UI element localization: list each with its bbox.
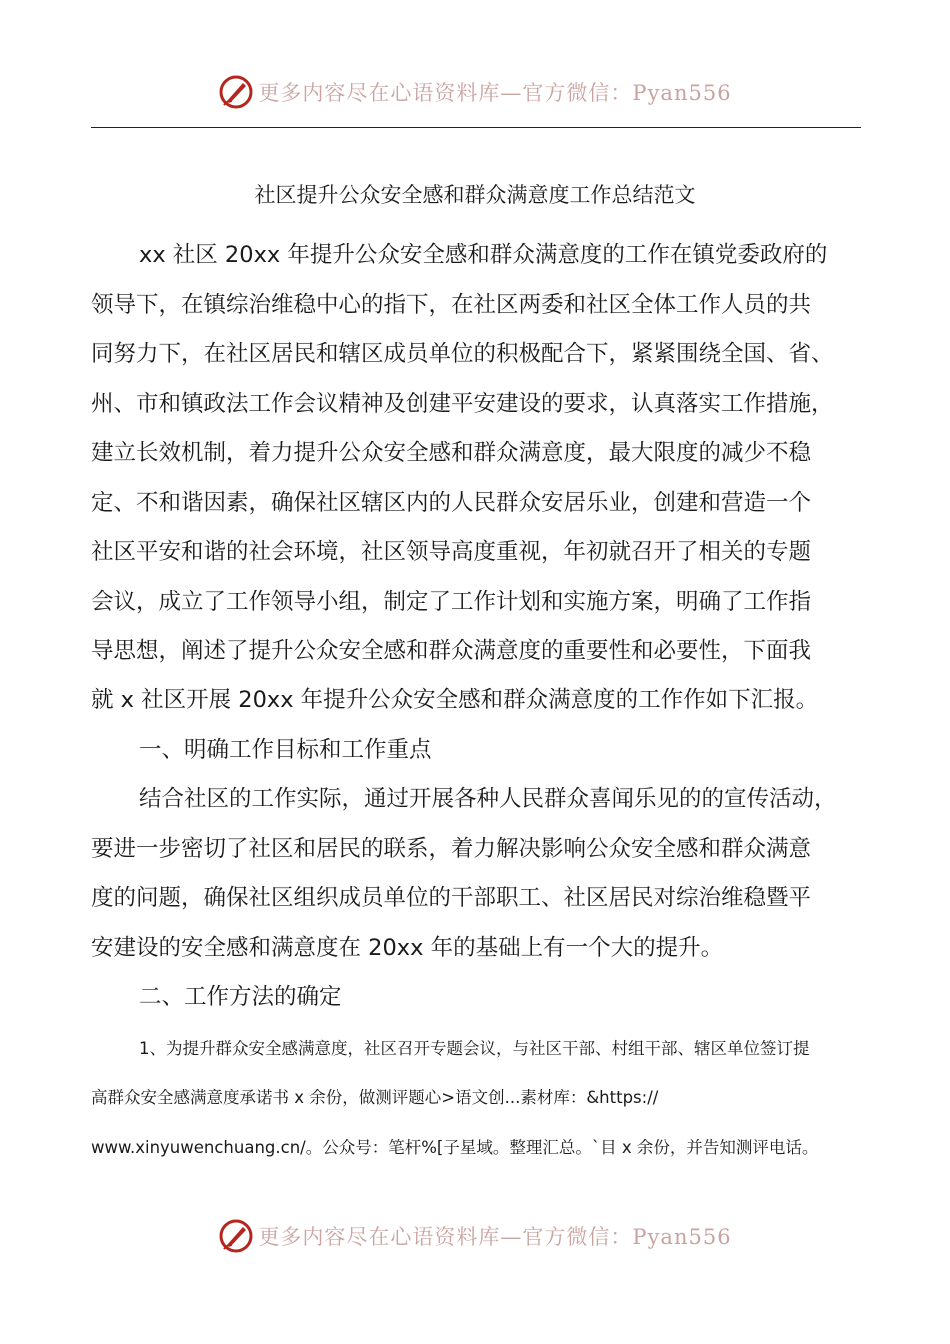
body-line: 同努力下，在社区居民和辖区成员单位的积极配合下，紧紧围绕全国、省、 xyxy=(91,341,834,367)
body-line: 安建设的安全感和满意度在 20xx 年的基础上有一个大的提升。 xyxy=(91,935,724,961)
body-line-small: 高群众安全感满意度承诺书 x 余份，做测评题心>语文创...素材库：&https:// xyxy=(91,1088,659,1107)
body-line: 就 x 社区开展 20xx 年提升公众安全感和群众满意度的工作作如下汇报。 xyxy=(91,687,819,713)
body-line-small: www.xinyuwenchuang.cn/。公众号：笔杆%[子星域。整理汇总。`目 x 余份，并告知测评电话。 xyxy=(91,1138,819,1157)
body-line-small: 1、为提升群众安全感满意度，社区召开专题会议，与社区干部、村组干部、辖区单位签订提 xyxy=(139,1039,810,1058)
body-line: 建立长效机制，着力提升公众安全感和群众满意度，最大限度的减少不稳 xyxy=(91,440,812,466)
document-title: 社区提升公众安全感和群众满意度工作总结范文 xyxy=(254,183,696,207)
pen-logo-icon xyxy=(218,74,254,110)
watermark-text: 更多内容尽在心语资料库—官方微信：Pyan556 xyxy=(258,81,732,105)
body-line: xx 社区 20xx 年提升公众安全感和群众满意度的工作在镇党委政府的 xyxy=(139,242,828,268)
body-line: 州、市和镇政法工作会议精神及创建平安建设的要求，认真落实工作措施， xyxy=(91,391,834,417)
body-line: 度的问题，确保社区组织成员单位的干部职工、社区居民对综治维稳暨平 xyxy=(91,885,812,911)
pen-logo-icon xyxy=(218,1218,254,1254)
watermark-text: 更多内容尽在心语资料库—官方微信：Pyan556 xyxy=(258,1225,732,1249)
footer-watermark xyxy=(0,1216,950,1256)
body-line: 社区平安和谐的社会环境，社区领导高度重视，年初就召开了相关的专题 xyxy=(91,539,812,565)
body-line: 结合社区的工作实际，通过开展各种人民群众喜闻乐见的的宣传活动， xyxy=(139,786,837,812)
header-watermark xyxy=(0,72,950,112)
body-line: 会议，成立了工作领导小组，制定了工作计划和实施方案，明确了工作指 xyxy=(91,589,812,615)
body-line: 领导下，在镇综治维稳中心的指下，在社区两委和社区全体工作人员的共 xyxy=(91,292,812,318)
body-line: 定、不和谐因素，确保社区辖区内的人民群众安居乐业，创建和营造一个 xyxy=(91,490,812,516)
section-heading: 二、工作方法的确定 xyxy=(139,984,342,1010)
body-line: 要进一步密切了社区和居民的联系，着力解决影响公众安全感和群众满意 xyxy=(91,836,812,862)
section-heading: 一、明确工作目标和工作重点 xyxy=(139,737,432,763)
header-divider xyxy=(91,127,861,128)
body-line: 导思想，阐述了提升公众安全感和群众满意度的重要性和必要性，下面我 xyxy=(91,638,812,664)
